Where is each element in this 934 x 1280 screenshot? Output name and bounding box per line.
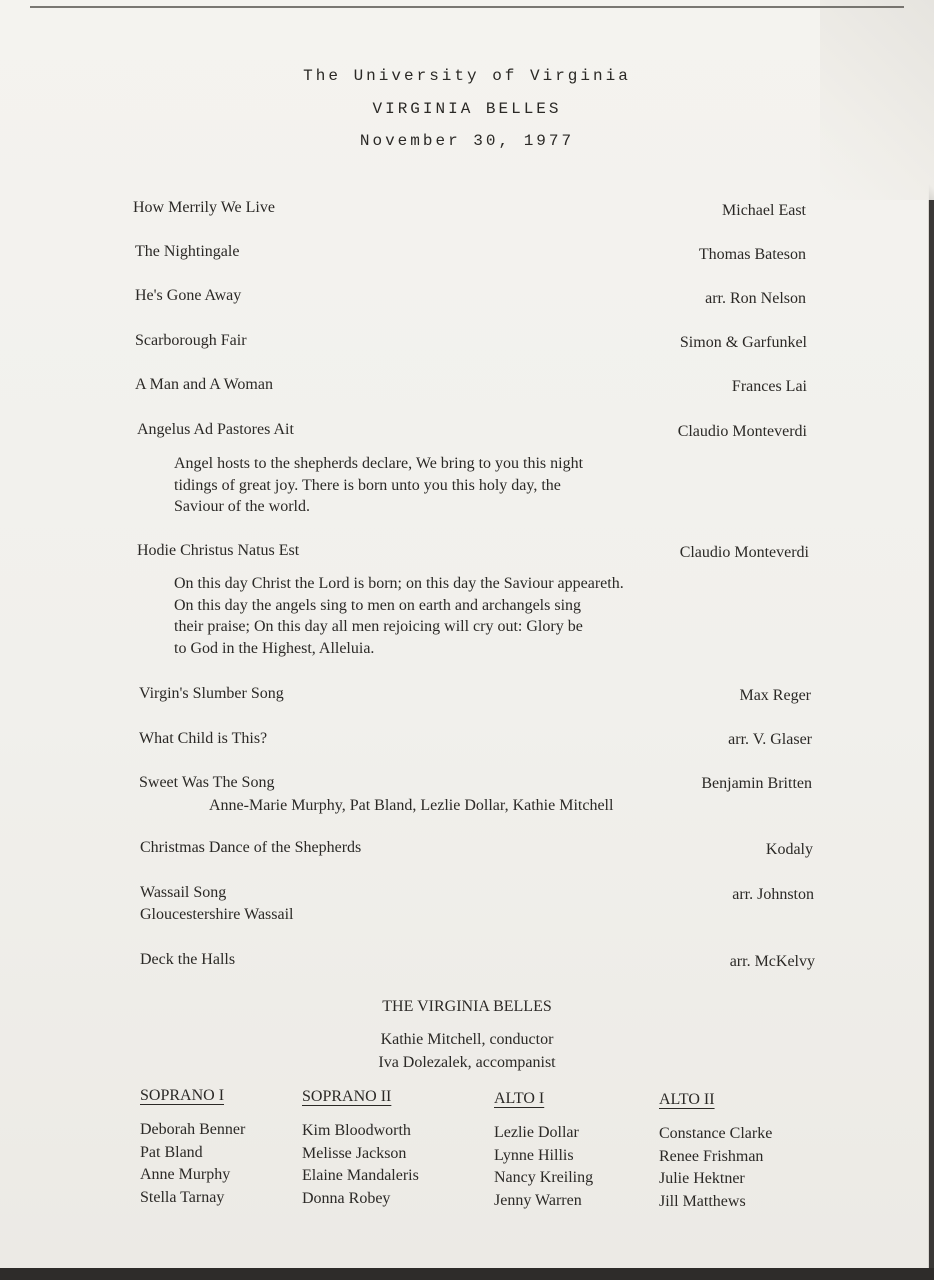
- member-name: Jill Matthews: [659, 1192, 746, 1210]
- program-composer: Kodaly: [765, 841, 813, 858]
- background-shadow: [0, 1268, 934, 1280]
- program-composer: Simon & Garfunkel: [679, 334, 807, 351]
- translation-paragraph: [174, 573, 624, 659]
- program-composer: arr. V. Glaser: [728, 731, 812, 748]
- translation-line: tidings of great joy. There is born unto you this holy day, the: [174, 476, 561, 494]
- soloists-line: Anne-Marie Murphy, Pat Bland, Lezlie Dollar, Kathie Mitchell: [209, 797, 614, 814]
- member-name: Stella Tarnay: [140, 1188, 225, 1206]
- translation-line: their praise; On this day all men rejoicing will cry out: Glory be: [174, 618, 583, 635]
- program-title: Sweet Was The Song: [139, 774, 275, 791]
- translation-line: On this day Christ the Lord is born; on this day the Saviour appeareth.: [174, 575, 624, 592]
- conductor-line: Kathie Mitchell, conductor: [380, 1031, 554, 1048]
- member-name: Lynne Hillis: [494, 1146, 574, 1164]
- section-heading: SOPRANO I: [140, 1087, 225, 1104]
- member-name: Lezlie Dollar: [494, 1124, 579, 1141]
- program-composer: arr. Ron Nelson: [705, 290, 806, 307]
- program-title: Scarborough Fair: [135, 332, 247, 349]
- section-heading: ALTO I: [494, 1090, 545, 1107]
- program-title: What Child is This?: [139, 730, 268, 747]
- top-edge-line: [30, 6, 904, 8]
- program-title: Virgin's Slumber Song: [139, 685, 284, 702]
- member-name: Kim Bloodworth: [302, 1122, 411, 1139]
- program-title: How Merrily We Live: [133, 199, 275, 216]
- translation-line: Angel hosts to the shepherds declare, We bring to you this night: [174, 455, 584, 472]
- section-heading: ALTO II: [659, 1091, 715, 1108]
- program-title: Hodie Christus Natus Est: [137, 542, 300, 559]
- section-soprano-2: [302, 1088, 419, 1210]
- translation-paragraph: [174, 453, 583, 518]
- member-name: Anne Murphy: [140, 1166, 231, 1183]
- program-title: A Man and A Woman: [135, 376, 273, 393]
- member-name: Nancy Kreiling: [494, 1169, 594, 1186]
- section-soprano-1: [140, 1087, 245, 1209]
- program-composer: Benjamin Britten: [701, 775, 812, 792]
- member-name: Elaine Mandaleris: [302, 1167, 419, 1184]
- member-name: Jenny Warren: [494, 1191, 582, 1209]
- program-subtitle: Gloucestershire Wassail: [140, 906, 294, 923]
- institution-title: The University of Virginia: [303, 67, 631, 85]
- program-title: Deck the Halls: [140, 951, 236, 968]
- member-name: Deborah Benner: [140, 1121, 246, 1138]
- member-name: Constance Clarke: [659, 1125, 773, 1142]
- member-name: Renee Frishman: [659, 1147, 764, 1165]
- program-composer: Claudio Monteverdi: [677, 423, 807, 440]
- program-composer: Max Reger: [739, 687, 811, 704]
- program-title: Angelus Ad Pastores Ait: [137, 421, 294, 438]
- translation-line: On this day the angels sing to men on earth and archangels sing: [174, 596, 582, 614]
- program-title: The Nightingale: [135, 243, 240, 260]
- program-title: Wassail Song: [140, 884, 227, 901]
- translation-line: to God in the Highest, Alleluia.: [174, 639, 375, 657]
- program-composer: Thomas Bateson: [698, 246, 806, 263]
- section-alto-1: [494, 1090, 593, 1212]
- program-composer: arr. McKelvy: [729, 953, 815, 970]
- program-title: Christmas Dance of the Shepherds: [140, 839, 362, 856]
- roster-heading: THE VIRGINIA BELLES: [382, 998, 552, 1015]
- translation-line: Saviour of the world.: [174, 498, 310, 515]
- program-composer: Michael East: [722, 202, 806, 219]
- ensemble-title: VIRGINIA BELLES: [372, 100, 562, 118]
- member-name: Donna Robey: [302, 1189, 391, 1207]
- program-composer: arr. Johnston: [732, 886, 814, 903]
- section-alto-2: [659, 1091, 772, 1213]
- member-name: Melisse Jackson: [302, 1144, 407, 1162]
- member-name: Pat Bland: [140, 1143, 203, 1161]
- accompanist-line: Iva Dolezalek, accompanist: [378, 1054, 556, 1071]
- member-name: Julie Hektner: [659, 1170, 745, 1187]
- program-composer: Claudio Monteverdi: [679, 544, 809, 561]
- section-heading: SOPRANO II: [302, 1088, 392, 1105]
- program-title: He's Gone Away: [135, 287, 242, 304]
- concert-date: November 30, 1977: [359, 132, 575, 150]
- program-composer: Frances Lai: [731, 378, 807, 395]
